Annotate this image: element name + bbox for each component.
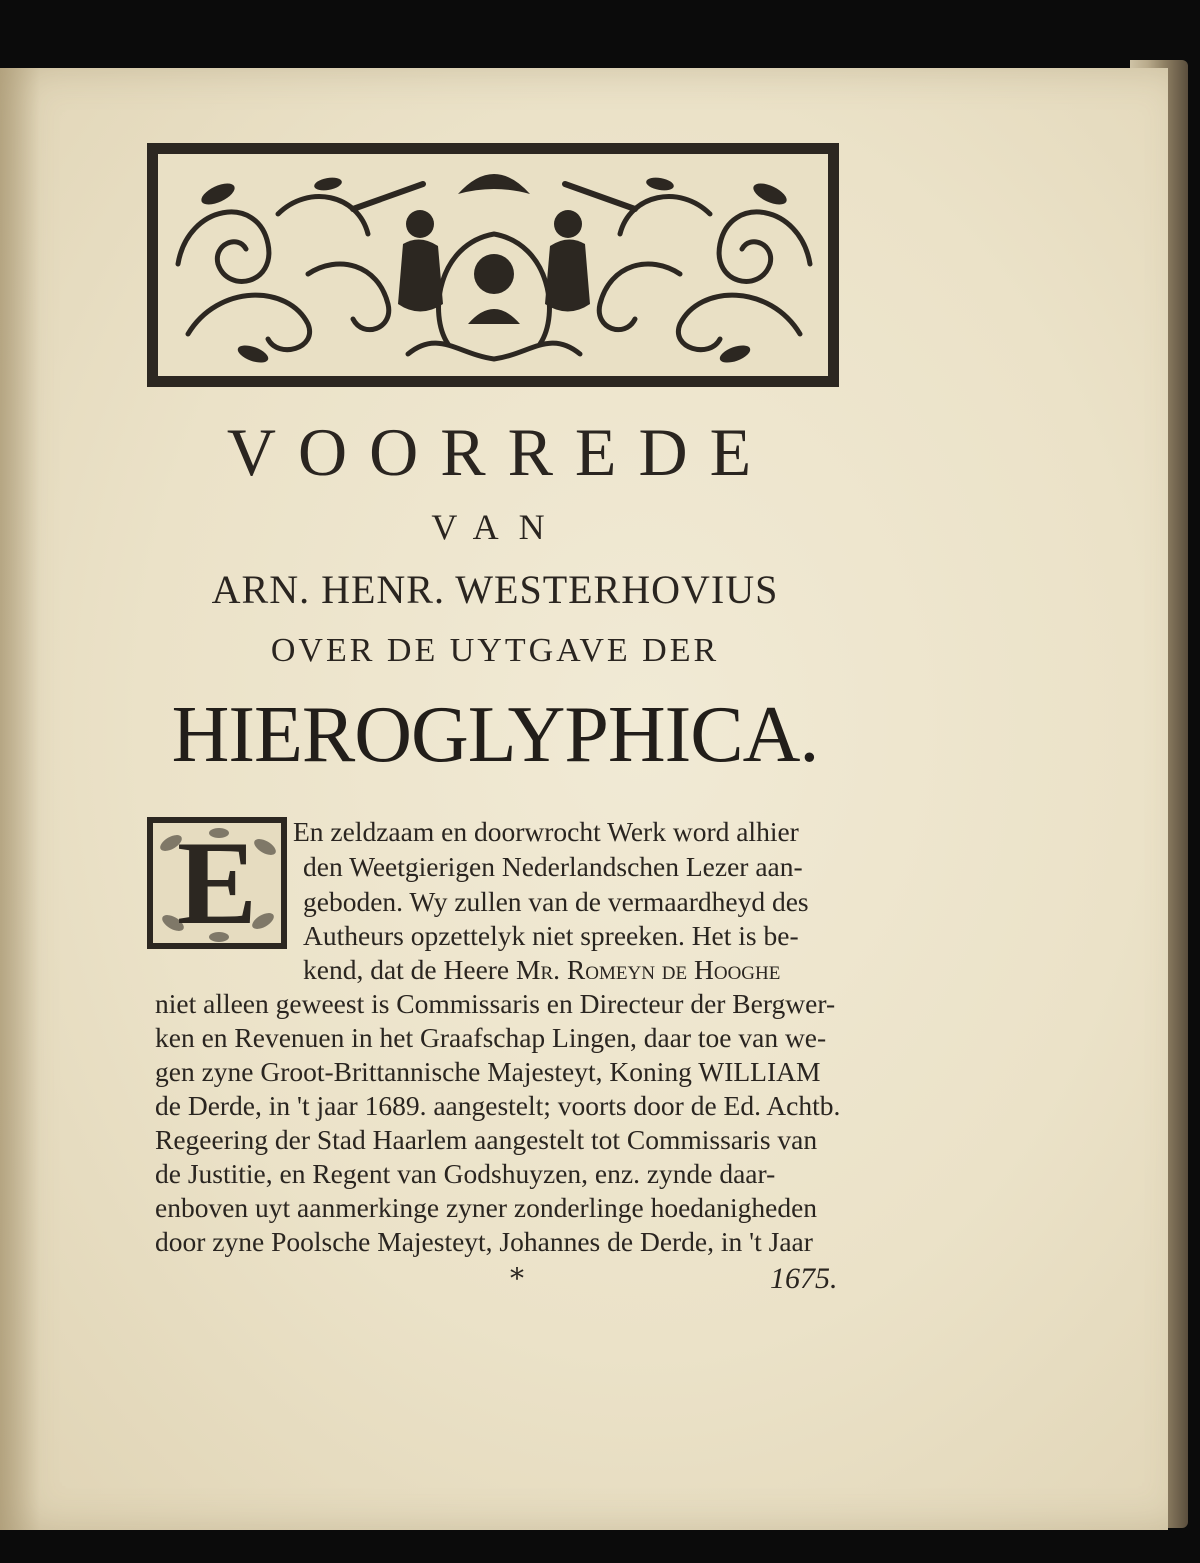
- title-author: ARN. HENR. WESTERHOVIUS: [211, 567, 779, 612]
- body-line-10: Regeering der Stad Haarlem aangestelt tot Commissaris van: [155, 1124, 818, 1155]
- body-line-11: de Justitie, en Regent van Godshuyzen, enz. zynde daar-: [155, 1158, 776, 1189]
- body-line-6: niet alleen geweest is Commissaris en Directeur der Bergwer-: [155, 988, 836, 1019]
- body-line-7: ken en Revenuen in het Graafschap Lingen, daar toe van we-: [155, 1022, 827, 1053]
- decorated-initial: [147, 817, 287, 949]
- body-line-3: geboden. Wy zullen van de vermaardheyd des: [303, 886, 809, 917]
- body-line-5-text: kend, dat de Heere: [303, 954, 517, 985]
- body-line-8: gen zyne Groot-Brittannische Majesteyt, Koning WILLIAM: [155, 1056, 821, 1087]
- initial-letter: E: [176, 816, 258, 949]
- body-line-2: den Weetgierigen Nederlandschen Lezer aan-: [303, 851, 803, 882]
- gutter-shadow: [0, 68, 40, 1530]
- title-over: OVER DE UYTGAVE DER: [270, 632, 720, 669]
- title-van: VAN: [431, 507, 565, 547]
- body-line-1: En zeldzaam en doorwrocht Werk word alhier: [293, 816, 799, 847]
- catchword: 1675.: [770, 1262, 838, 1295]
- body-line-13: door zyne Poolsche Majesteyt, Johannes de Derde, in 't Jaar: [155, 1226, 813, 1257]
- body-line-12: enboven uyt aanmerkinge zyner zonderlinge hoedanigheden: [155, 1192, 818, 1223]
- title-subject: HIEROGLYPHICA.: [171, 691, 819, 779]
- body-line-4: Autheurs opzettelyk niet spreeken. Het is be-: [303, 920, 799, 951]
- body-line-5: [303, 956, 780, 984]
- signature-mark: *: [510, 1262, 524, 1295]
- ornamental-headpiece-icon: [147, 143, 839, 387]
- person-name: Mr. Romeyn de Hooghe: [516, 954, 781, 985]
- body-line-9: de Derde, in 't jaar 1689. aangestelt; voorts door de Ed. Achtb.: [155, 1090, 841, 1121]
- page-title: VOORREDE: [226, 414, 774, 490]
- headpiece-engraving: [158, 154, 829, 377]
